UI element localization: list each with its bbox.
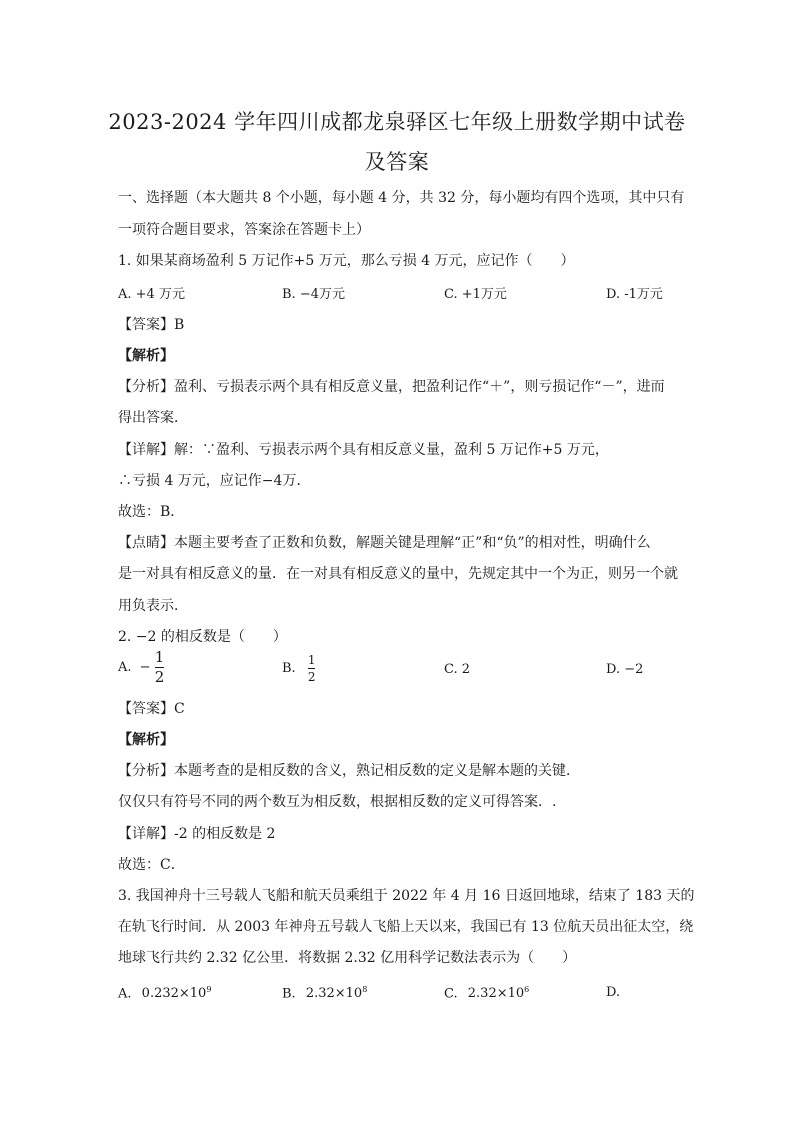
q2-option-b-label: B. (282, 661, 296, 676)
section-heading: 一、选择题（本大题共 8 个小题，每小题 4 分，共 32 分，每小题均有四个选项，其中只有 (118, 190, 685, 206)
q1-fenxi-cont: 得出答案． (118, 410, 188, 426)
q3-option-a-exponent: 9 (206, 985, 212, 994)
q1-choice: 故选：B． (118, 504, 185, 520)
q2-option-a-denominator: 2 (154, 668, 165, 686)
q2-fenxi-cont: 仅仅只有符号不同的两个数互为相反数，根据相反数的定义可得答案．. (118, 794, 557, 810)
q1-option-b: B. −4万元 (282, 287, 345, 302)
q2-option-d: D. −2 (606, 662, 644, 677)
q3-option-b-label: B. (282, 986, 296, 1002)
q2-stem: 2. −2 的相反数是（ ） (118, 629, 287, 645)
q3-option-a-base: 0.232×10 (141, 986, 207, 1002)
document-title-cont: 及答案 (364, 150, 430, 174)
q1-option-a: A. +4 万元 (118, 287, 185, 302)
q2-option-b-denominator: 2 (307, 670, 316, 684)
q3-option-a (118, 985, 211, 1001)
q2-option-a-fraction (155, 650, 165, 685)
q3-stem-cont: 在轨飞行时间．从 2003 年神舟五号载人飞船上天以来，我国已有 13 位航天员出征太空，绕 (118, 919, 694, 935)
q3-option-c-base: 2.32×10 (467, 986, 525, 1002)
q1-dianjing-cont: 是一对具有相反意义的量．在一对具有相反意义的量中，先规定其中一个为正，则另一个就 (118, 566, 678, 582)
q2-option-b (282, 654, 315, 683)
q3-option-b-base: 2.32×10 (305, 986, 363, 1002)
q3-option-a-label: A. (118, 986, 132, 1002)
q1-fenxi: 【分析】盈利、亏损表示两个具有相反意义量，把盈利记作“＋”，则亏损记作“－”，进而 (118, 379, 665, 395)
q3-option-b (282, 985, 367, 1001)
q2-option-a-label: A. (118, 660, 132, 675)
q3-option-c-label: C. (444, 986, 458, 1002)
q2-option-a-sign: − (139, 660, 151, 675)
q1-option-d: D. -1万元 (606, 287, 663, 302)
q1-stem: 1. 如果某商场盈利 5 万记作+5 万元，那么亏损 4 万元，应记作（ ） (118, 253, 575, 269)
section-heading-cont: 一项符合题目要求，答案涂在答题卡上） (118, 222, 370, 238)
q1-xiangjie-cont: ∴亏损 4 万元，应记作−4万． (118, 473, 311, 489)
q2-xiangjie: 【详解】-2 的相反数是 2 (118, 826, 276, 842)
q2-option-c: C. 2 (444, 662, 471, 677)
q3-stem: 3. 我国神舟十三号载人飞船和航天员乘组于 2022 年 4 月 16 日返回地球，结束了 183 天的 (118, 888, 695, 904)
q3-option-d: D. (606, 985, 621, 1000)
q1-option-c: C. +1万元 (444, 287, 507, 302)
q2-choice: 故选：C． (118, 857, 185, 873)
q1-xiangjie: 【详解】解：∵盈利、亏损表示两个具有相反意义量，盈利 5 万记作+5 万元， (118, 442, 609, 458)
q3-option-c-exponent: 6 (524, 985, 530, 994)
q2-option-a (118, 650, 164, 685)
document-title: 2023-2024 学年四川成都龙泉驿区七年级上册数学期中试卷 (108, 110, 686, 134)
q1-answer: 【答案】B (118, 317, 185, 333)
q2-fenxi: 【分析】本题考查的是相反数的含义，熟记相反数的定义是解本题的关键． (118, 763, 580, 779)
q1-dianjing-end: 用负表示． (118, 598, 188, 614)
q2-analysis-heading: 【解析】 (118, 732, 174, 748)
q2-option-b-fraction (308, 654, 316, 683)
q3-option-b-exponent: 8 (362, 985, 368, 994)
q3-option-c (444, 985, 529, 1001)
q2-option-a-numerator: 1 (154, 648, 165, 666)
q2-answer: 【答案】C (118, 701, 185, 717)
q3-stem-end: 地球飞行共约 2.32 亿公里．将数据 2.32 亿用科学记数法表示为（ ） (118, 950, 577, 966)
q1-analysis-heading: 【解析】 (118, 348, 174, 364)
q2-option-b-numerator: 1 (307, 653, 316, 667)
q1-dianjing: 【点睛】本题主要考查了正数和负数，解题关键是理解“正”和“负”的相对性，明确什么 (118, 535, 651, 551)
